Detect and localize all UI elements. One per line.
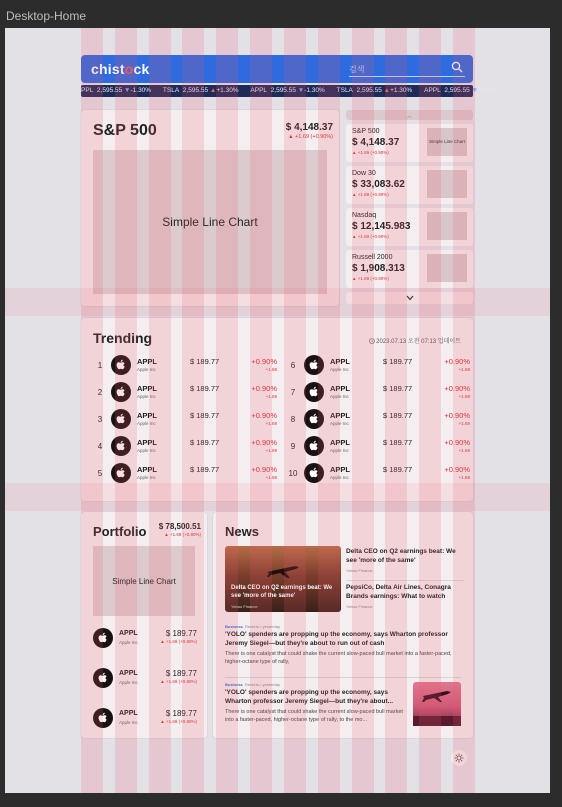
stock-symbol: APPL xyxy=(137,411,158,420)
trending-row[interactable] xyxy=(288,435,470,459)
apple-logo-icon xyxy=(304,409,324,429)
side-news-item[interactable]: PepsiCo, Delta Air Lines, Conagra Brands earnings: What to watch Yahoo Finance xyxy=(346,584,451,609)
scroll-down-button[interactable] xyxy=(346,292,473,304)
search-bar xyxy=(349,59,465,77)
chevron-down-icon xyxy=(406,295,414,301)
portfolio-item[interactable] xyxy=(93,666,197,690)
company-name: Apple Inc xyxy=(330,421,349,426)
up-arrow-icon: ▲ xyxy=(209,87,217,94)
apple-logo-icon xyxy=(93,628,113,648)
rank-number: 4 xyxy=(97,442,103,451)
index-title: S&P 500 xyxy=(93,122,157,139)
trending-title: Trending xyxy=(93,330,153,346)
company-name: Apple Inc xyxy=(137,475,156,480)
apple-logo-icon xyxy=(111,463,131,483)
up-arrow-icon: ▲ xyxy=(383,87,391,94)
stock-price: $ 189.77 xyxy=(190,357,220,366)
apple-logo-icon xyxy=(93,668,113,688)
company-name: Apple Inc xyxy=(119,640,138,645)
company-name: Apple Inc xyxy=(330,475,349,480)
price-change: +1.69 xyxy=(458,448,470,453)
ticker-item[interactable]: APPL 2,595.55 ▼-1.30% xyxy=(250,87,325,94)
news-article[interactable]: Business Reuters • yesterday 'YOLO' spenders are propping up the economy, says Wharton professor Jeremy Siegel—but they're about... There is one catalyst that could shake the current slow-paced bull market into a faster-paced, higher-octane type of rally, to the mo... xyxy=(225,682,403,723)
rank-number: 9 xyxy=(290,442,296,451)
stock-symbol: APPL xyxy=(137,384,158,393)
search-icon[interactable] xyxy=(451,61,463,73)
company-name: Apple Inc xyxy=(330,394,349,399)
percent-change: +0.90% xyxy=(251,465,277,474)
settings-button[interactable] xyxy=(451,750,467,766)
index-list-item[interactable]: Nasdaq $ 12,145.983 ▲ +1.69 (+0.90%) xyxy=(346,208,473,246)
stock-symbol: APPL xyxy=(119,710,138,717)
stock-price: $ 189.77 xyxy=(165,629,197,638)
down-arrow-icon: ▼ xyxy=(297,87,305,94)
company-name: Apple Inc xyxy=(137,367,156,372)
apple-logo-icon xyxy=(111,382,131,402)
hero-headline: Delta CEO on Q2 earnings beat: We see 'more of the same' xyxy=(231,585,333,599)
hero-source: Yahoo Finance xyxy=(231,604,258,609)
stock-price: $ 189.77 xyxy=(190,465,220,474)
price-change: +1.69 xyxy=(265,448,277,453)
mini-chart-placeholder xyxy=(427,254,467,282)
stock-price: $ 189.77 xyxy=(383,438,413,447)
percent-change: +0.90% xyxy=(444,465,470,474)
rank-number: 1 xyxy=(97,361,103,370)
stock-price: $ 189.77 xyxy=(190,384,220,393)
stock-price: $ 189.77 xyxy=(165,709,197,718)
down-arrow-icon: ▼ xyxy=(471,87,478,94)
article-thumbnail xyxy=(413,682,461,726)
trending-row[interactable] xyxy=(95,354,277,378)
rank-number: 8 xyxy=(290,415,296,424)
rank-number: 3 xyxy=(97,415,103,424)
price-change: +1.69 xyxy=(458,421,470,426)
mini-chart-placeholder xyxy=(427,212,467,240)
price-change: +1.69 xyxy=(265,394,277,399)
trending-row[interactable] xyxy=(288,354,470,378)
price-change: +1.69 xyxy=(265,421,277,426)
trending-row[interactable] xyxy=(95,462,277,486)
price-change: ▲ +1.69 (+0.90%) xyxy=(160,679,197,684)
apple-logo-icon xyxy=(111,436,131,456)
stock-price: $ 189.77 xyxy=(190,411,220,420)
stock-price: $ 189.77 xyxy=(383,357,413,366)
stock-symbol: APPL xyxy=(137,438,158,447)
index-price: $ 4,148.37 xyxy=(285,122,333,133)
apple-logo-icon xyxy=(111,355,131,375)
index-change: ▲ +1.69 (+0.90%) xyxy=(288,134,333,140)
price-change: +1.69 xyxy=(458,394,470,399)
trending-card xyxy=(81,318,473,501)
trending-row[interactable] xyxy=(288,408,470,432)
chevron-up-icon: ︿ xyxy=(406,113,413,120)
percent-change: +0.90% xyxy=(444,438,470,447)
price-change: +1.69 xyxy=(458,367,470,372)
index-list xyxy=(346,110,473,306)
trending-row[interactable] xyxy=(288,381,470,405)
airplane-image xyxy=(265,560,301,580)
apple-logo-icon xyxy=(93,708,113,728)
rank-number: 6 xyxy=(290,361,296,370)
top-header xyxy=(81,55,473,83)
company-name: Apple Inc xyxy=(330,448,349,453)
stock-symbol: APPL xyxy=(330,411,351,420)
news-title: News xyxy=(225,524,259,539)
divider xyxy=(346,580,464,581)
percent-change: +0.90% xyxy=(444,384,470,393)
percent-change: +0.90% xyxy=(444,411,470,420)
trending-row[interactable] xyxy=(95,381,277,405)
index-list-item[interactable]: S&P 500 $ 4,148.37 ▲ +1.69 (+0.90%) Simple Line Chart xyxy=(346,124,473,162)
rank-number: 2 xyxy=(97,388,103,397)
stock-price: $ 189.77 xyxy=(383,465,413,474)
percent-change: +0.90% xyxy=(251,357,277,366)
price-change: +1.69 xyxy=(265,475,277,480)
percent-change: +0.90% xyxy=(251,438,277,447)
divider xyxy=(225,677,461,678)
apple-logo-icon xyxy=(304,382,324,402)
portfolio-chart-placeholder: Simple Line Chart xyxy=(93,546,195,616)
stock-price: $ 189.77 xyxy=(190,438,220,447)
price-change: +1.69 xyxy=(265,367,277,372)
stock-price: $ 189.77 xyxy=(165,669,197,678)
company-name: Apple Inc xyxy=(137,421,156,426)
trending-row[interactable] xyxy=(288,462,470,486)
news-hero[interactable] xyxy=(225,546,341,612)
apple-logo-icon xyxy=(304,463,324,483)
main-index-card[interactable] xyxy=(81,110,339,306)
trending-row[interactable] xyxy=(95,408,277,432)
side-news-item[interactable]: Delta CEO on Q2 earnings beat: We see 'more of the same' Yahoo Finance xyxy=(346,548,456,573)
stock-symbol: APPL xyxy=(137,357,158,366)
rank-number: 5 xyxy=(97,469,103,478)
trending-row[interactable] xyxy=(95,435,277,459)
apple-logo-icon xyxy=(304,355,324,375)
airplane-image xyxy=(413,682,461,726)
price-change: +1.69 xyxy=(458,475,470,480)
apple-logo-icon xyxy=(111,409,131,429)
desktop-home-canvas xyxy=(5,28,550,793)
price-change: ▲ +1.69 (+0.90%) xyxy=(160,719,197,724)
percent-change: +0.90% xyxy=(251,384,277,393)
ticker-item[interactable]: PPL 2,595.55 ▼-1.30% xyxy=(81,87,152,94)
index-list-item[interactable]: Dow 30 $ 33,083.62 ▲ +1.69 (+0.90%) xyxy=(346,166,473,204)
stock-symbol: APPL xyxy=(119,670,138,677)
portfolio-value: $ 78,500.51 xyxy=(158,522,201,531)
index-list-item[interactable]: Russell 2000 $ 1,908.313 ▲ +1.69 (+0.90%) xyxy=(346,250,473,288)
ticker-item[interactable]: APPL 2,595.55 ▼-1.30% xyxy=(424,87,499,94)
stock-symbol: APPL xyxy=(119,630,138,637)
stock-symbol: APPL xyxy=(330,465,351,474)
portfolio-item[interactable] xyxy=(93,626,197,650)
company-name: Apple Inc xyxy=(137,394,156,399)
frame-title: Desktop-Home xyxy=(6,9,87,23)
ticker-item[interactable]: TSLA 2,595.55 ▲+1.30% xyxy=(336,87,413,94)
trending-updated: 2023.07.13 오전 07:13 업데이트 xyxy=(369,336,462,345)
scroll-up-button[interactable] xyxy=(346,110,473,120)
stock-symbol: APPL xyxy=(137,465,158,474)
rank-number: 7 xyxy=(290,388,296,397)
ticker-bar xyxy=(81,85,499,97)
stock-price: $ 189.77 xyxy=(383,384,413,393)
mini-chart-placeholder xyxy=(427,170,467,198)
portfolio-item[interactable] xyxy=(93,706,197,730)
rank-number: 10 xyxy=(288,469,298,478)
company-name: Apple Inc xyxy=(330,367,349,372)
stock-symbol: APPL xyxy=(330,438,351,447)
mini-chart-placeholder: Simple Line Chart xyxy=(427,128,467,156)
price-change: ▲ +1.69 (+0.90%) xyxy=(160,639,197,644)
company-name: Apple Inc xyxy=(137,448,156,453)
down-arrow-icon: ▼ xyxy=(124,87,131,94)
ticker-item[interactable]: TSLA 2,595.55 ▲+1.30% xyxy=(162,87,239,94)
apple-logo-icon xyxy=(304,436,324,456)
portfolio-card xyxy=(81,512,207,738)
news-card xyxy=(213,512,473,738)
stock-symbol: APPL xyxy=(330,357,351,366)
logo[interactable]: chistock xyxy=(91,61,150,77)
portfolio-title: Portfolio xyxy=(93,524,147,539)
sun-icon xyxy=(454,753,464,763)
stock-price: $ 189.77 xyxy=(383,411,413,420)
index-chart-placeholder: Simple Line Chart xyxy=(93,150,327,294)
company-name: Apple Inc xyxy=(119,720,138,725)
clock-icon xyxy=(369,338,375,344)
search-input[interactable] xyxy=(349,62,445,78)
news-article[interactable]: Business Reuters • yesterday 'YOLO' spenders are propping up the economy, says Wharton professor Jeremy Siegel—but they're about to run out of cash There is one catalyst that could shake the current slow-paced bull market into a faster-paced, higher-octane type of rally, xyxy=(225,624,452,665)
percent-change: +0.90% xyxy=(251,411,277,420)
portfolio-change: ▲ +1.69 (+0.90%) xyxy=(164,532,201,537)
stock-symbol: APPL xyxy=(330,384,351,393)
percent-change: +0.90% xyxy=(444,357,470,366)
company-name: Apple Inc xyxy=(119,680,138,685)
